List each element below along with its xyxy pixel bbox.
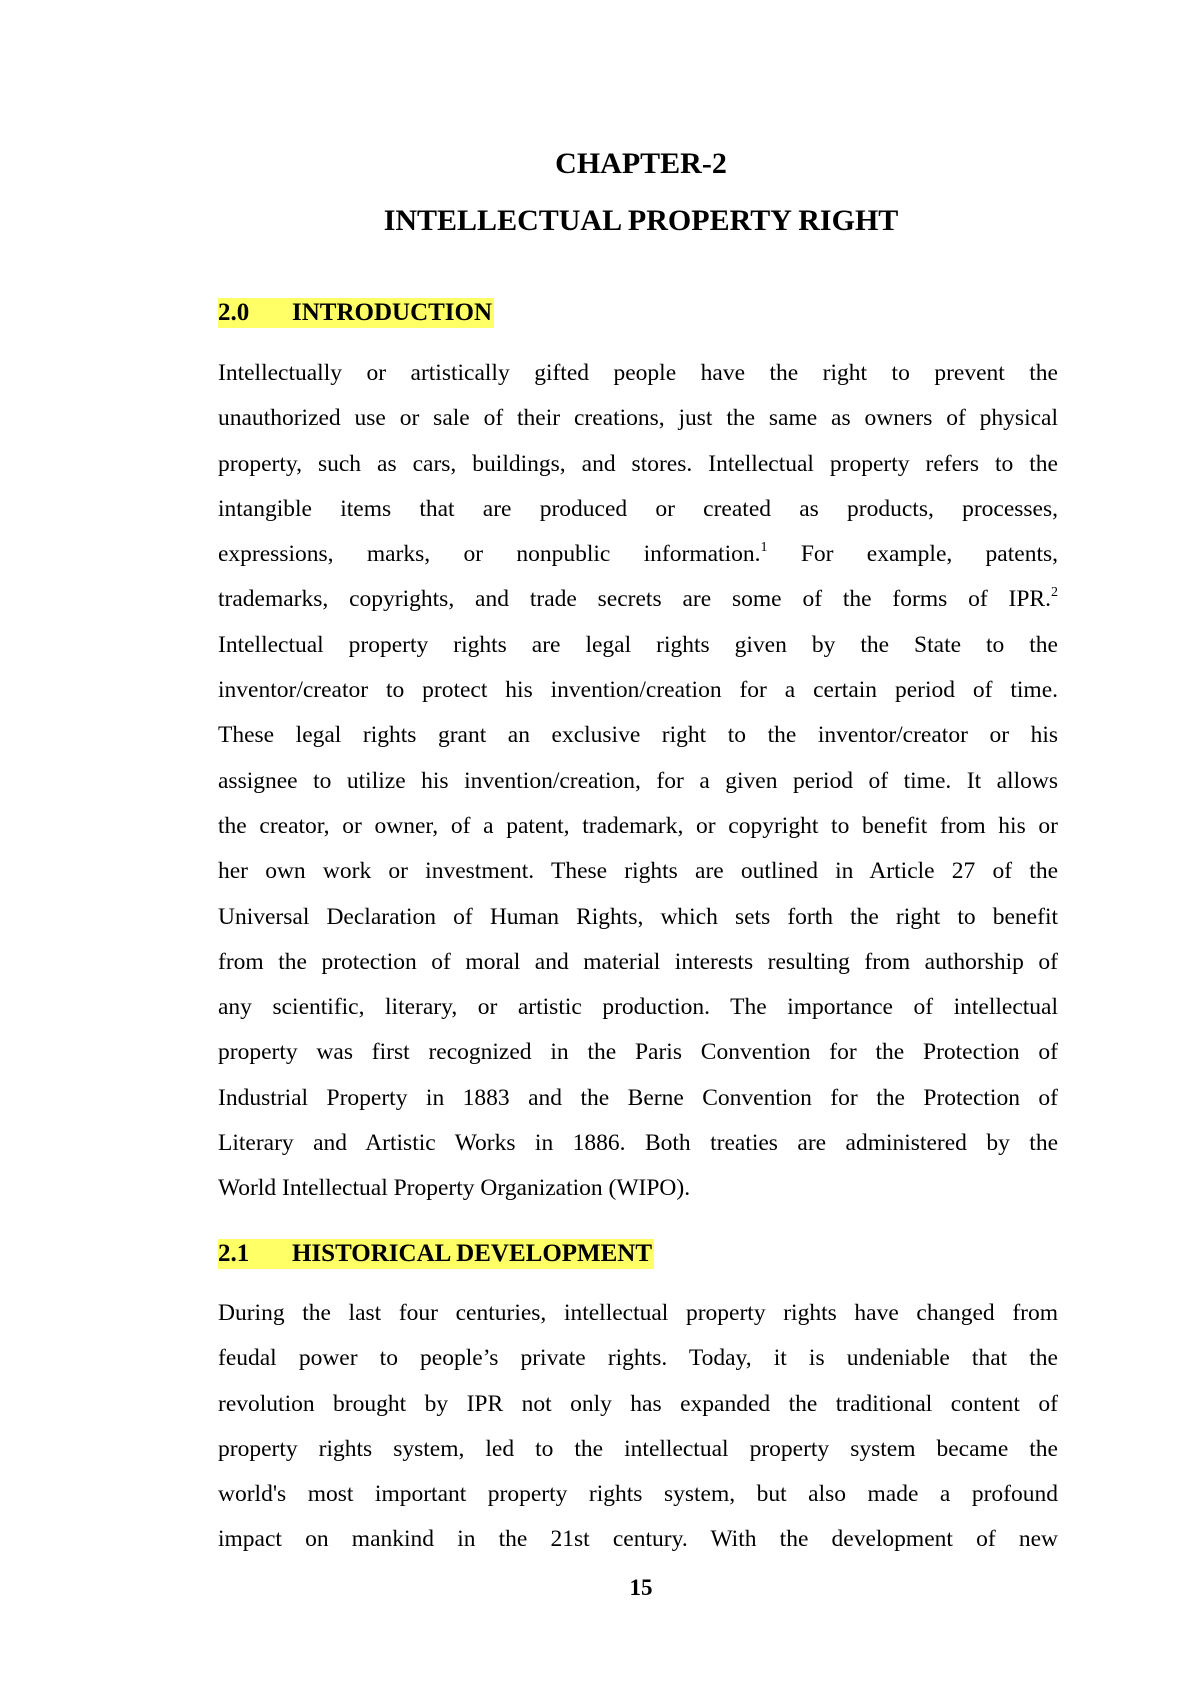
section-heading-historical-development (218, 1239, 654, 1269)
chapter-subtitle: INTELLECTUAL PROPERTY RIGHT (383, 204, 899, 237)
paragraph-text: trademarks, copyrights, and trade secrets are some of the forms of IPR. (218, 586, 1051, 613)
section-heading-introduction (218, 298, 494, 328)
footnote-marker[interactable]: 2 (1051, 585, 1058, 601)
paragraph-line: feudal power to people’s private rights. Today, it is undeniable that the (218, 1345, 1058, 1372)
page-number: 15 (629, 1575, 653, 1600)
paragraph-line: any scientific, literary, or artistic production. The importance of intellectual (218, 994, 1058, 1021)
section-title: HISTORICAL DEVELOPMENT (292, 1240, 653, 1267)
paragraph-line: Literary and Artistic Works in 1886. Both treaties are administered by the (218, 1130, 1058, 1157)
paragraph-line: revolution brought by IPR not only has expanded the traditional content of (218, 1390, 1058, 1417)
historical-development-paragraph (218, 1291, 1058, 1563)
paragraph-line: unauthorized use or sale of their creations, just the same as owners of physical (218, 405, 1058, 432)
paragraph-line: Industrial Property in 1883 and the Berne Convention for the Protection of (218, 1084, 1058, 1111)
paragraph-line: the creator, or owner, of a patent, trademark, or copyright to benefit from his or (218, 812, 1058, 839)
paragraph-line: intangible items that are produced or created as products, processes, (218, 495, 1058, 522)
paragraph-line-with-footnote (218, 577, 1058, 622)
chapter-title: CHAPTER-2 (555, 147, 727, 180)
paragraph-line: property rights system, led to the intellectual property system became the (218, 1435, 1058, 1462)
paragraph-line: Intellectual property rights are legal rights given by the State to the (218, 631, 1058, 658)
paragraph-text: expressions, marks, or nonpublic information. (218, 541, 761, 568)
paragraph-line: World Intellectual Property Organization (WIPO). (218, 1175, 691, 1202)
paragraph-line-with-footnote (218, 532, 1058, 577)
paragraph-line: These legal rights grant an exclusive right to the inventor/creator or his (218, 722, 1058, 749)
introduction-paragraph (218, 351, 1058, 1212)
section-number: 2.1 (218, 1240, 250, 1267)
paragraph-line: from the protection of moral and material interests resulting from authorship of (218, 948, 1058, 975)
paragraph-line: impact on mankind in the 21st century. With the development of new (218, 1526, 1058, 1553)
section-number: 2.0 (218, 299, 250, 326)
paragraph-line: Intellectually or artistically gifted people have the right to prevent the (218, 360, 1058, 386)
footnote-marker[interactable]: 1 (760, 540, 768, 556)
paragraph-line: her own work or investment. These rights are outlined in Article 27 of the (218, 858, 1058, 885)
paragraph-line: Universal Declaration of Human Rights, which sets forth the right to benefit (218, 903, 1058, 930)
paragraph-line: property was first recognized in the Paris Convention for the Protection of (218, 1039, 1058, 1066)
section-title: INTRODUCTION (292, 299, 493, 326)
paragraph-line: property, such as cars, buildings, and stores. Intellectual property refers to the (218, 450, 1058, 477)
paragraph-line: world's most important property rights system, but also made a profound (218, 1481, 1058, 1508)
paragraph-line: inventor/creator to protect his invention/creation for a certain period of time. (218, 677, 1058, 704)
paragraph-line: During the last four centuries, intellectual property rights have changed from (218, 1300, 1058, 1326)
paragraph-text: For example, patents, (800, 541, 1059, 568)
paragraph-line: assignee to utilize his invention/creation, for a given period of time. It allows (218, 767, 1058, 794)
